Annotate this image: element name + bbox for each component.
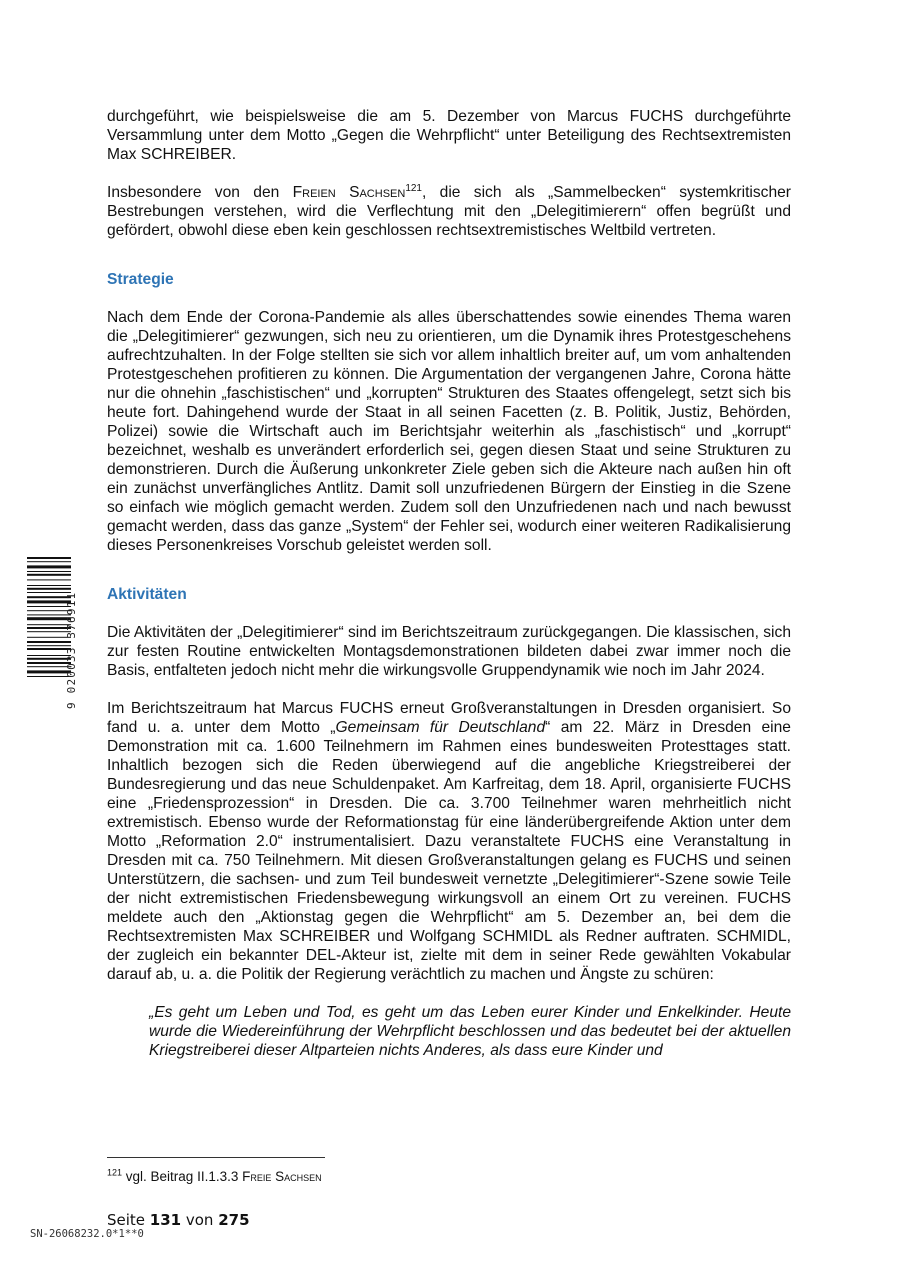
document-id: SN-26068232.0*1**0 — [30, 1228, 144, 1240]
paragraph-strategie: Nach dem Ende der Corona-Pandemie als alles überschattendes sowie einendes Thema waren die „Delegitimierer“ gezwungen, sich neu zu orientieren, um die Dynamik ihres Protestgeschehens aufrechtzuhalten. In der Folge stellten sie sich vor allem inhaltlich breiter auf, um vom anhaltenden Protestgeschehen profitieren zu können. Die Argumentation der vergangenen Jahre, Corona hätte nur die ohnehin „faschistischen“ und „korrupten“ Strukturen des Staates offengelegt, setzt sich bis heute fort. Dahingehend wurde der Staat in all seinen Facetten (z. B. Politik, Justiz, Behörden, Polizei) sowie die Wirtschaft auch im Berichtsjahr weiterhin als „faschistisch“ und „korrupt“ bezeichnet, weshalb es unverändert erforderlich sei, gegen diesen Staat und seine Strukturen zu demonstrieren. Durch die Äußerung unkonkreter Ziele geben sich die Akteure nach außen hin oft ein zunächst unverfängliches Antlitz. Damit soll unzufriedenen Bürgern der Einstieg in die Szene so einfach wie möglich gemacht werden. Zudem soll den Unzufriedenen nach und nach bewusst gemacht werden, dass das ganze „System“ der Fehler sei, wodurch einer weiteren Radikalisierung dieses Personenkreises Vorschub geleistet werden soll. — [107, 309, 791, 554]
paragraph-freie-sachsen: Insbesondere von den Freien Sachsen$^{121}$, die sich als „Sammelbecken“ systemkritischer Bestrebungen verstehen, wird die Verflechtung mit den „Delegitimierern“ offen begrüßt und gefördert, obwohl diese eben kein geschlossen rechtsextremistisches Weltbild vertreten. — [107, 182, 792, 239]
footnote-number: 121 — [107, 1167, 123, 1178]
footnote-ref[interactable]: 121 — [405, 182, 422, 194]
footnote-divider — [107, 1157, 325, 1158]
org-name: Freien Sachsen — [292, 184, 406, 201]
footnote-org: Freie Sachsen — [242, 1169, 322, 1184]
paragraph-continuation: durchgeführt, wie beispielsweise die am 5. Dezember von Marcus FUCHS durchgeführte Versammlung unter dem Motto „Gegen die Wehrpflicht“ unter Beteiligung des Rechtsextremisten Max SCHREIBER. — [107, 108, 791, 163]
paragraph-aktivitaeten-1: Die Aktivitäten der „Delegitimierer“ sind im Berichtszeitraum zurückgegangen. Die klassischen, sich zur festen Routine entwickelten Montagsdemonstrationen bildeten dabei zwar immer noch die Basis, entfalteten jedoch nicht mehr die wirkungsvolle Gruppendynamik wie noch im Jahr 2024. — [107, 624, 791, 679]
motto: Gemeinsam für Deutschland — [335, 719, 546, 736]
page-body — [107, 107, 791, 1060]
heading-strategie: Strategie — [107, 271, 174, 288]
heading-aktivitaeten: Aktivitäten — [107, 586, 187, 603]
footnote: $^{121}$ vgl. Beitrag II.1.3.3 Freie Sachsen — [107, 1167, 322, 1184]
barcode-number: 9 020033 376911 — [65, 591, 78, 709]
page-number: Seite 131 von 275 — [107, 1211, 250, 1229]
block-quote: „Es geht um Leben und Tod, es geht um das Leben eurer Kinder und Enkelkinder. Heute wurde die Wiedereinführung der Wehrpflicht beschlossen und das bedeutet bei der aktuellen Kriegstreiberei dieser Altparteien nichts Anderes, als dass eure Kinder und — [149, 1004, 791, 1059]
paragraph-aktivitaeten-2: Im Berichtszeitraum hat Marcus FUCHS erneut Großveranstaltungen in Dresden organisiert. So fand u. a. unter dem Motto „Gemeinsam für Deutschland“ am 22. März in Dresden eine Demonstration mit ca. 1.600 Teilnehmern im Rahmen eines bundesweiten Protesttages statt. Inhaltlich bezogen sich die Reden überwiegend auf die angebliche Kriegstreiberei der Bundesregierung und das neue Schuldenpaket. Am Karfreitag, dem 18. April, organisierte FUCHS eine „Friedensprozession“ in Dresden. Die ca. 3.700 Teilnehmer waren mehrheitlich nicht extremistisch. Ebenso wurde der Reformationstag für eine länderübergreifende Aktion unter dem Motto „Reformation 2.0“ instrumentalisiert. Dazu veranstaltete FUCHS eine Veranstaltung in Dresden mit ca. 750 Teilnehmern. Mit diesen Großveranstaltungen gelang es FUCHS und seinen Unterstützern, die sachsen- und zum Teil bundesweit vernetzte „Delegitimierer“-Szene sowie Teile der nicht extremistischen Friedensbewegung wirkungsvoll an einem Ort zu vereinen. FUCHS meldete auch den „Aktionstag gegen die Wehrpflicht“ am 5. Dezember an, bei dem die Rechtsextremisten Max SCHREIBER und Wolfgang SCHMIDL als Redner auftraten. SCHMIDL, der zugleich ein bekannter DEL-Akteur ist, zielte mit dem in seiner Rede gewählten Vokabular darauf ab, u. a. die Politik der Regierung verächtlich zu machen und Ängste zu schüren: — [107, 700, 791, 983]
